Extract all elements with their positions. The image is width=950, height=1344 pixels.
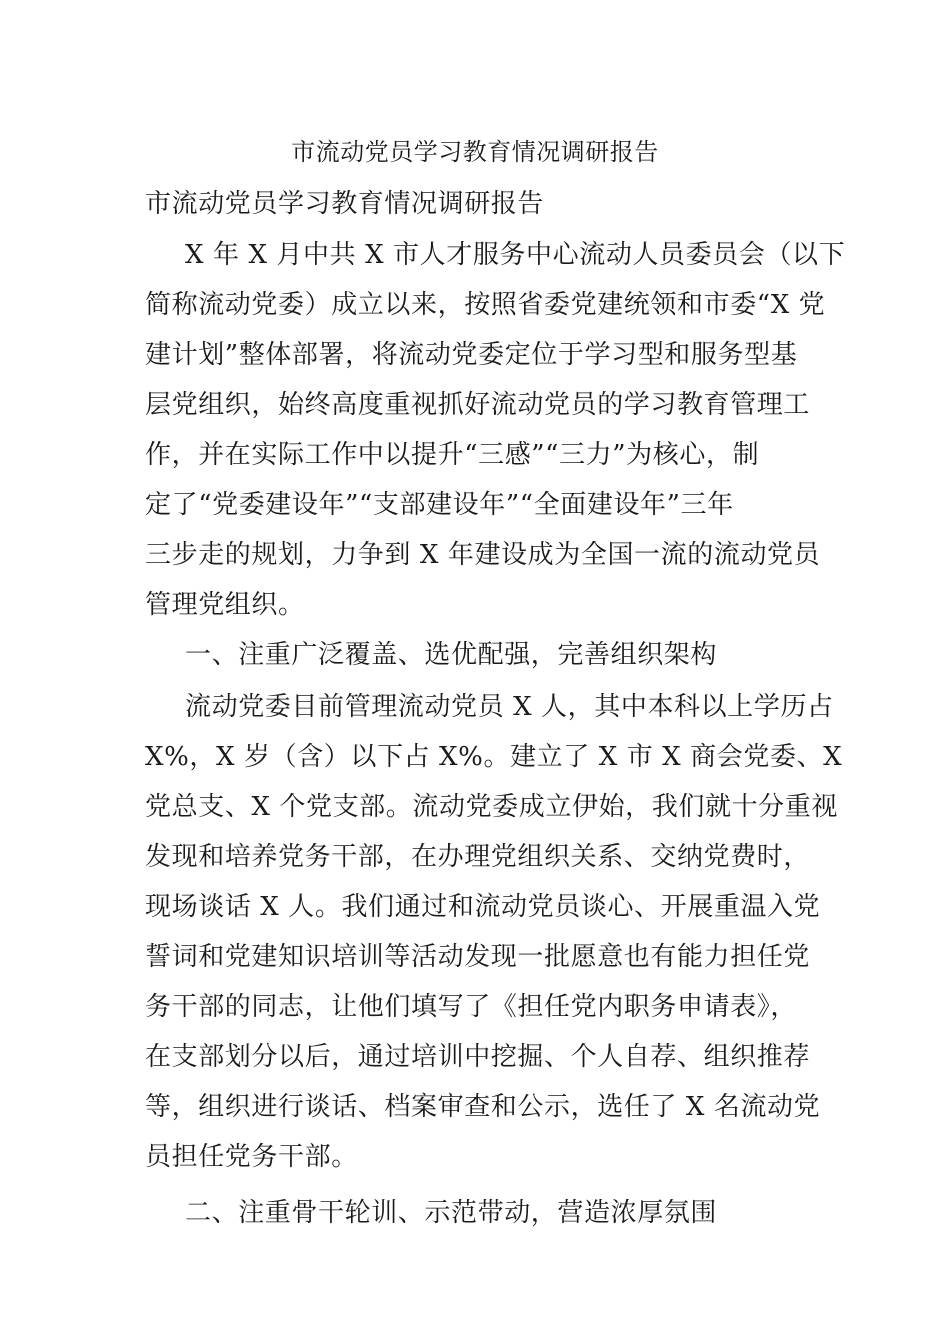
paragraph-intro (145, 230, 846, 630)
paragraph-line: 发现和培养党务干部，在办理党组织关系、交纳党费时， (145, 842, 811, 872)
paragraph-line: 作，并在实际工作中以提升“三感”“三力”为核心，制 (145, 440, 760, 470)
paragraph-line: X%，X 岁（含）以下占 X%。建立了 X 市 X 商会党委、X (145, 742, 843, 772)
paragraph-line: 三步走的规划，力争到 X 年建设成为全国一流的流动党员 (145, 540, 821, 570)
paragraph-line: 流动党委目前管理流动党员 X 人，其中本科以上学历占 (185, 692, 834, 722)
document-subtitle: 市流动党员学习教育情况调研报告 (145, 189, 545, 219)
paragraph-line: 定了“党委建设年”“支部建设年”“全面建设年”三年 (145, 490, 734, 520)
paragraph-line: 等，组织进行谈话、档案审查和公示，选任了 X 名流动党 (145, 1092, 821, 1122)
paragraph-section-1 (145, 682, 843, 1182)
paragraph-line: 务干部的同志，让他们填写了《担任党内职务申请表》， (145, 992, 798, 1022)
paragraph-line: 简称流动党委）成立以来，按照省委党建统领和市委“X 党 (145, 290, 826, 320)
paragraph-line: 管理党组织。 (145, 590, 305, 620)
paragraph-line: 层党组织，始终高度重视抓好流动党员的学习教育管理工 (145, 390, 811, 420)
section-heading-2: 二、注重骨干轮训、示范带动，营造浓厚氛围 (185, 1198, 718, 1228)
paragraph-line: 建计划”整体部署，将流动党委定位于学习型和服务型基 (145, 340, 798, 370)
paragraph-line: 员担任党务干部。 (145, 1142, 358, 1172)
document-title: 市流动党员学习教育情况调研报告 (291, 138, 659, 166)
paragraph-line: 现场谈话 X 人。我们通过和流动党员谈心、开展重温入党 (145, 892, 821, 922)
paragraph-line: 在支部划分以后，通过培训中挖掘、个人自荐、组织推荐 (145, 1042, 811, 1072)
paragraph-line: 誓词和党建知识培训等活动发现一批愿意也有能力担任党 (145, 942, 811, 972)
paragraph-line: X 年 X 月中共 X 市人才服务中心流动人员委员会（以下 (185, 240, 846, 270)
document-body (145, 184, 846, 1240)
section-heading-1: 一、注重广泛覆盖、选优配强，完善组织架构 (185, 640, 718, 670)
paragraph-line: 党总支、X 个党支部。流动党委成立伊始，我们就十分重视 (145, 792, 838, 822)
